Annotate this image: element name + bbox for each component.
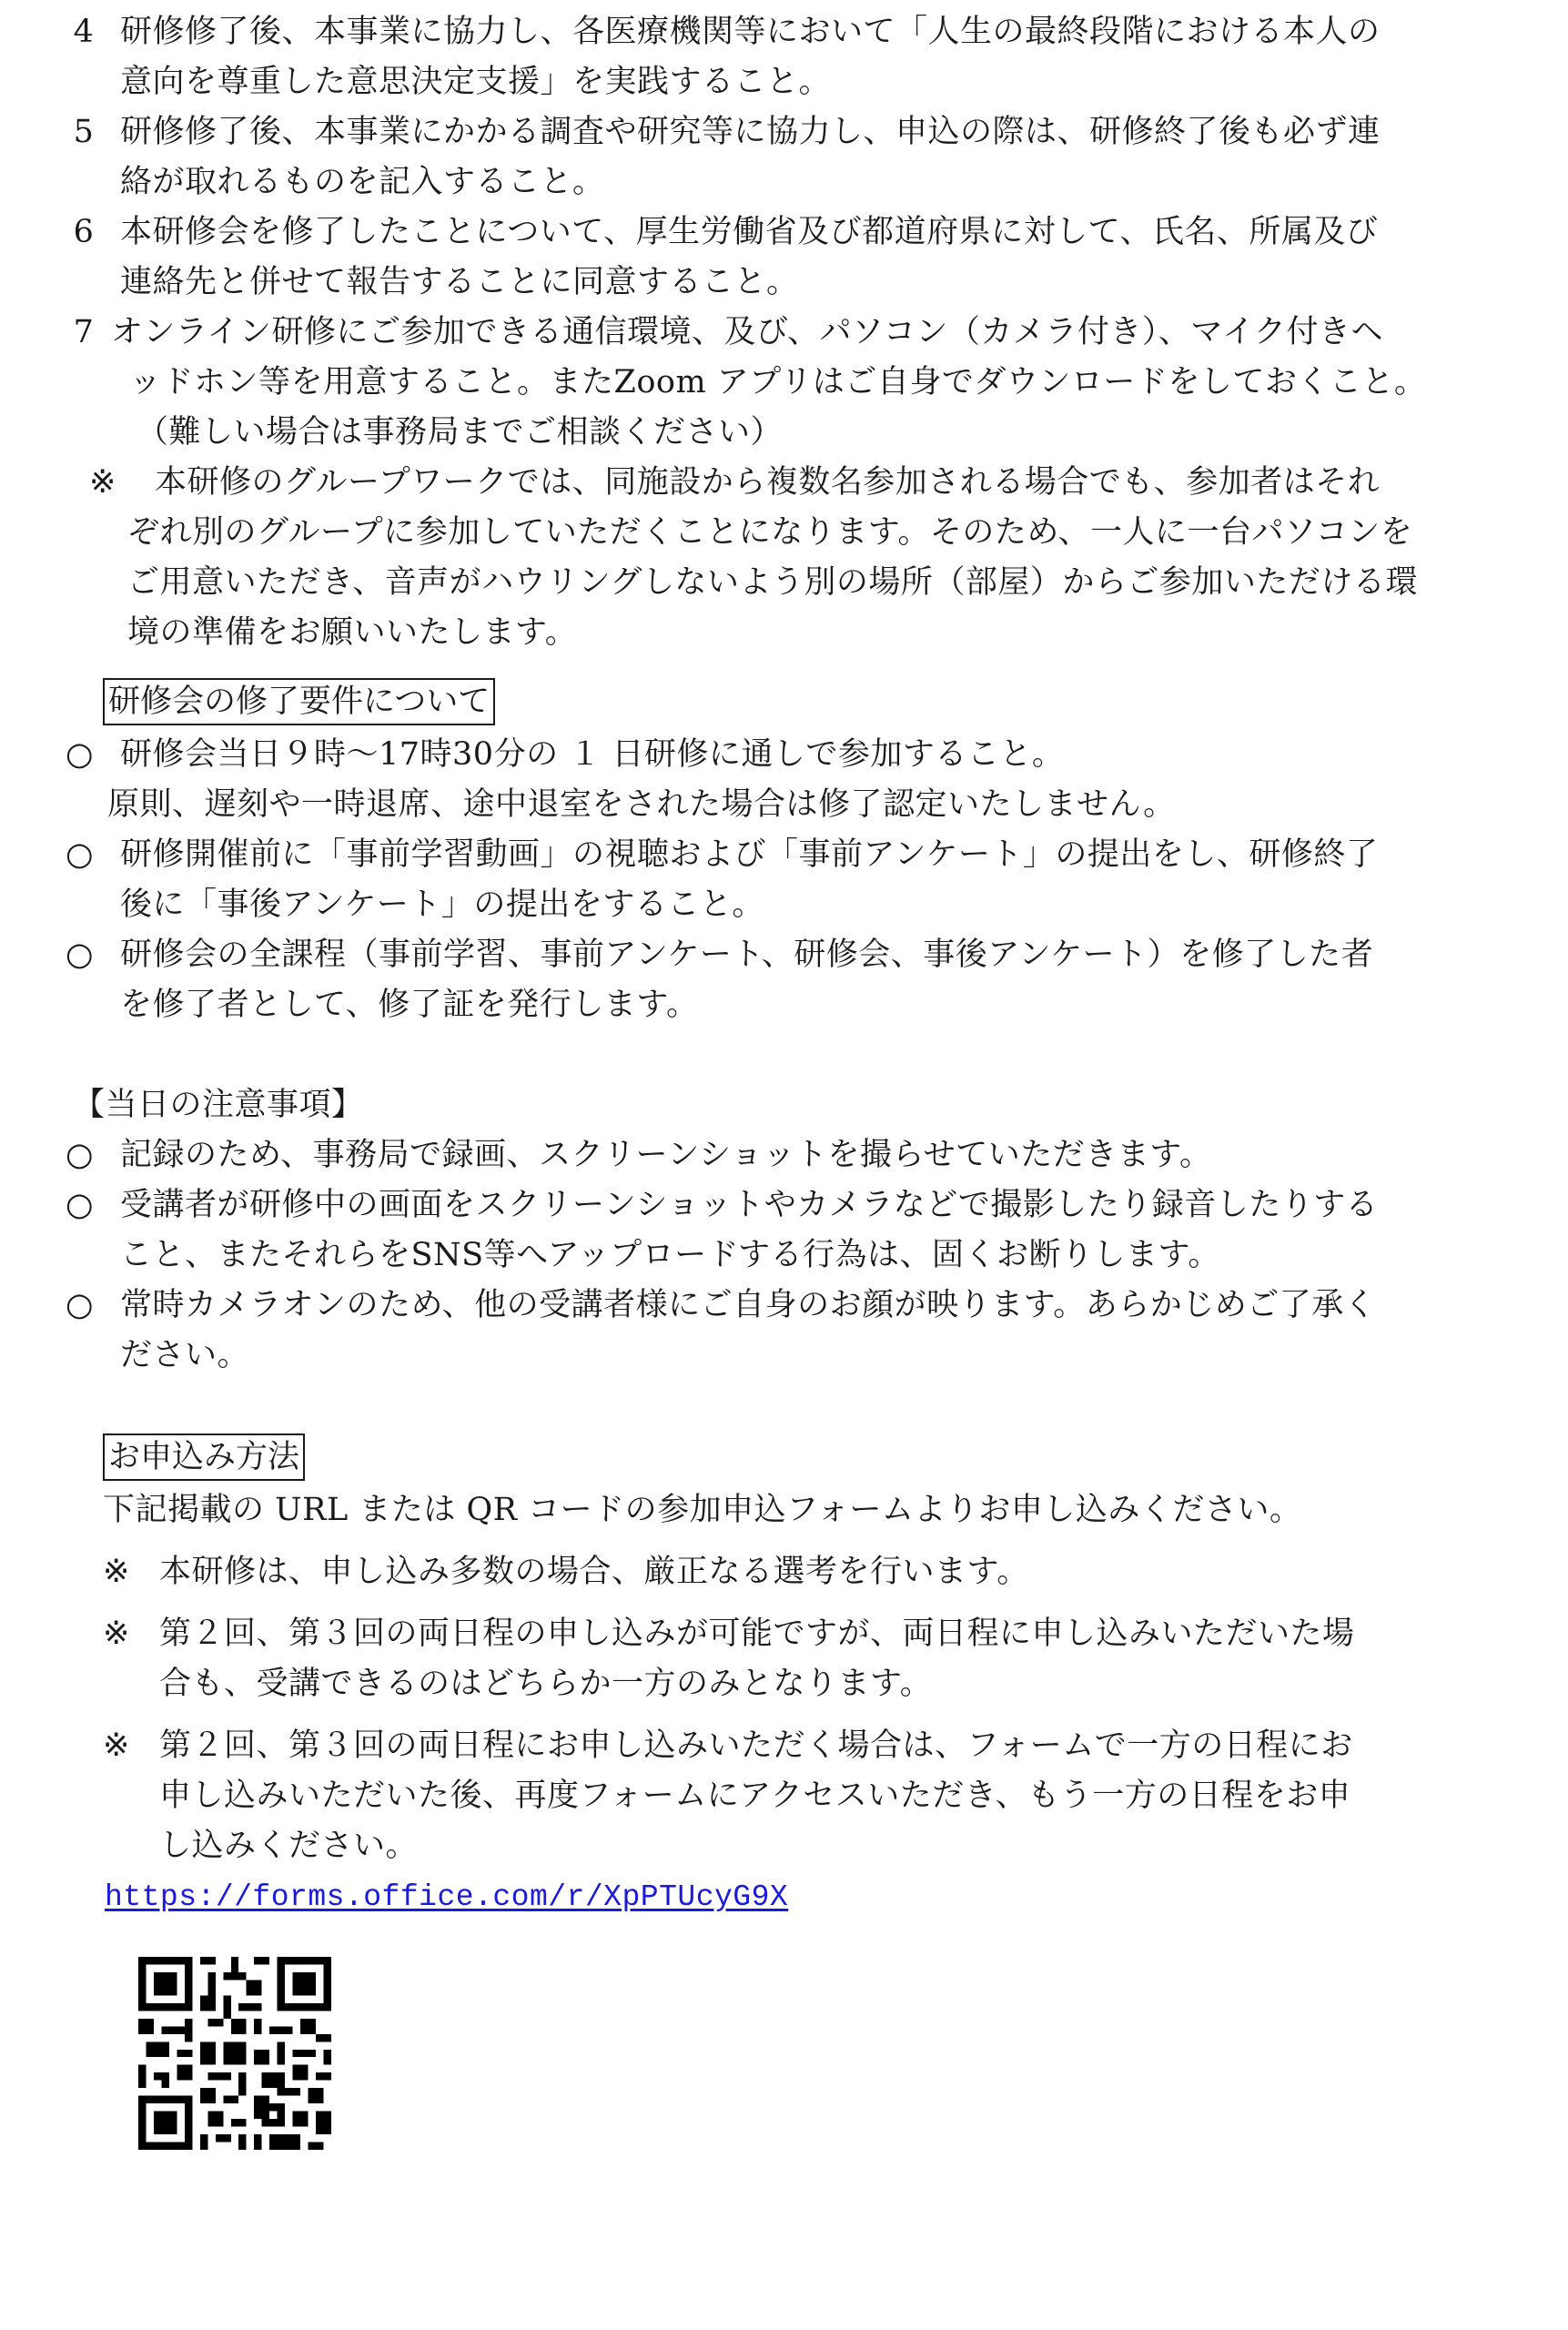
item-text: 受講者が研修中の画面をスクリーンショットやカメラなどで撮影したり録音したりする bbox=[120, 1187, 1379, 1223]
note-text: 第２回、第３回の両日程にお申し込みいただく場合は、フォームで一方の日程にお bbox=[159, 1727, 1353, 1764]
bullet-icon: ○ bbox=[66, 1187, 95, 1223]
application-intro: 下記掲載の URL または QR コードの参加申込フォームよりお申し込みください。 bbox=[103, 1492, 1302, 1528]
item-text: 研修会当日９時～17時30分の １ 日研修に通しで参加すること。 bbox=[120, 736, 1065, 773]
item-text: 絡が取れるものを記入すること。 bbox=[120, 164, 605, 200]
item-number: 7 bbox=[73, 314, 95, 350]
bullet-icon: ○ bbox=[66, 1287, 95, 1323]
note-mark: ※ bbox=[103, 1554, 130, 1590]
application-heading: お申込み方法 bbox=[103, 1433, 305, 1481]
note-text: 合も、受講できるのはどちらか一方のみとなります。 bbox=[159, 1666, 933, 1702]
item-text: 原則、遅刻や一時退席、途中退室をされた場合は修了認定いたしません。 bbox=[107, 786, 1176, 823]
item-text: 連絡先と併せて報告することに同意すること。 bbox=[120, 264, 799, 300]
item-text: こと、またそれらをSNS等へアップロードする行為は、固くお断りします。 bbox=[120, 1237, 1220, 1273]
notices-heading: 【当日の注意事項】 bbox=[73, 1087, 364, 1123]
bullet-icon: ○ bbox=[66, 937, 95, 973]
note-text: 本研修は、申し込み多数の場合、厳正なる選考を行います。 bbox=[159, 1554, 1029, 1590]
item-number: 4 bbox=[73, 14, 95, 50]
note-mark: ※ bbox=[89, 464, 116, 501]
item-text: 研修修了後、本事業に協力し、各医療機関等において「人生の最終段階における本人の bbox=[120, 14, 1381, 50]
item-text: ッドホン等を用意すること。またZoom アプリはご自身でダウンロードをしておくこと。 bbox=[129, 364, 1427, 400]
qr-code-icon bbox=[138, 1957, 331, 2150]
item-text: 後に「事後アンケート」の提出をすること。 bbox=[120, 886, 764, 923]
note-text: 第２回、第３回の両日程の申し込みが可能ですが、両日程に申し込みいただいた場 bbox=[159, 1616, 1355, 1652]
item-text: 意向を尊重した意思決定支援」を実践すること。 bbox=[120, 64, 832, 100]
item-text: （難しい場合は事務局までご相談ください） bbox=[137, 414, 784, 451]
note-text: 申し込みいただいた後、再度フォームにアクセスいただき、もう一方の日程をお申 bbox=[159, 1778, 1351, 1814]
note-text: ご用意いただき、音声がハウリングしないよう別の場所（部屋）からご参加いただける環 bbox=[127, 564, 1418, 601]
item-text: 記録のため、事務局で録画、スクリーンショットを撮らせていただきます。 bbox=[120, 1137, 1212, 1173]
item-text: 本研修会を修了したことについて、厚生労働省及び都道府県に対して、氏名、所属及び bbox=[120, 214, 1379, 250]
bullet-icon: ○ bbox=[66, 736, 95, 773]
item-text: オンライン研修にご参加できる通信環境、及び、パソコン（カメラ付き）、マイク付きヘ bbox=[111, 314, 1383, 350]
item-text: 研修修了後、本事業にかかる調査や研究等に協力し、申込の際は、研修終了後も必ず連 bbox=[120, 114, 1381, 150]
completion-heading: 研修会の修了要件について bbox=[103, 678, 495, 725]
application-form-link[interactable]: https://forms.office.com/r/XpPTUcyG9X bbox=[105, 1880, 789, 1914]
note-mark: ※ bbox=[103, 1616, 130, 1652]
item-number: 6 bbox=[73, 214, 95, 250]
item-number: 5 bbox=[73, 114, 95, 150]
note-text: 境の準備をお願いいたします。 bbox=[127, 614, 578, 651]
item-text: を修了者として、修了証を発行します。 bbox=[120, 987, 699, 1023]
note-text: し込みください。 bbox=[159, 1828, 419, 1864]
bullet-icon: ○ bbox=[66, 1137, 95, 1173]
note-text: ぞれ別のグループに参加していただくことになります。そのため、一人に一台パソコンを bbox=[127, 514, 1413, 551]
bullet-icon: ○ bbox=[66, 836, 95, 873]
note-mark: ※ bbox=[103, 1727, 130, 1764]
item-text: 研修開催前に「事前学習動画」の視聴および「事前アンケート」の提出をし、研修終了 bbox=[120, 836, 1379, 873]
item-text: 常時カメラオンのため、他の受講者様にご自身のお顔が映ります。あらかじめご了承く bbox=[120, 1287, 1377, 1323]
item-text: 研修会の全課程（事前学習、事前アンケート、研修会、事後アンケート）を修了した者 bbox=[120, 937, 1374, 973]
item-text: ださい。 bbox=[120, 1337, 250, 1373]
note-text: 本研修のグループワークでは、同施設から複数名参加される場合でも、参加者はそれ bbox=[155, 464, 1381, 501]
